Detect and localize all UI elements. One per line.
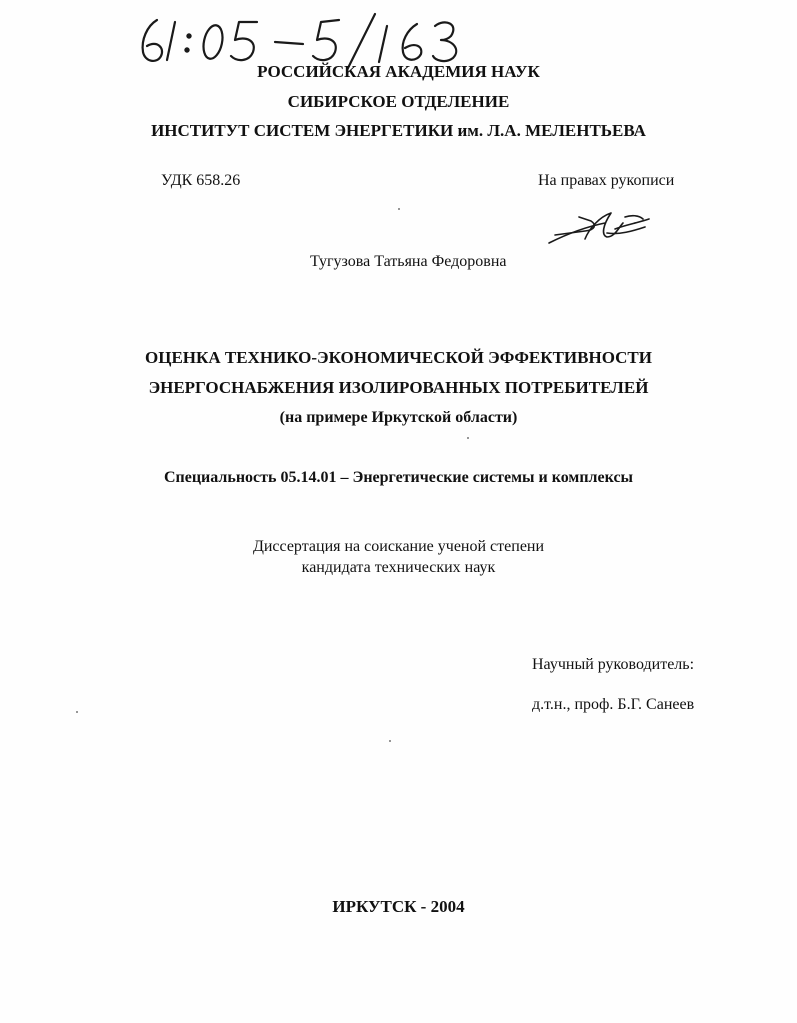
rights-notice: На правах рукописи (538, 172, 675, 189)
udk-code: УДК 658.26 (161, 172, 241, 189)
author-name: Тугузова Татьяна Федоровна (310, 253, 507, 270)
advisor-name: д.т.н., проф. Б.Г. Санеев (532, 696, 695, 713)
institution-academy: РОССИЙСКАЯ АКАДЕМИЯ НАУК (257, 62, 540, 81)
institution-branch: СИБИРСКОЕ ОТДЕЛЕНИЕ (287, 92, 510, 111)
degree-line2: кандидата технических наук (301, 559, 496, 576)
thesis-title-line2: ЭНЕРГОСНАБЖЕНИЯ ИЗОЛИРОВАННЫХ ПОТРЕБИТЕЛЕЙ (148, 378, 649, 397)
scan-speck (398, 208, 400, 210)
scan-speck (76, 711, 78, 713)
scan-speck (389, 740, 391, 742)
specialty: Специальность 05.14.01 – Энергетические системы и комплексы (163, 469, 634, 486)
degree-line1: Диссертация на соискание ученой степени (252, 538, 545, 555)
advisor-label: Научный руководитель: (532, 656, 695, 673)
signature-icon (545, 205, 655, 250)
city-year: ИРКУТСК - 2004 (332, 897, 465, 916)
scan-speck (467, 437, 469, 439)
thesis-subtitle: (на примере Иркутской области) (279, 409, 518, 426)
thesis-title-line1: ОЦЕНКА ТЕХНИКО-ЭКОНОМИЧЕСКОЙ ЭФФЕКТИВНОСТИ (145, 348, 652, 367)
institution-institute: ИНСТИТУТ СИСТЕМ ЭНЕРГЕТИКИ им. Л.А. МЕЛЕНТЬЕВА (151, 121, 646, 140)
